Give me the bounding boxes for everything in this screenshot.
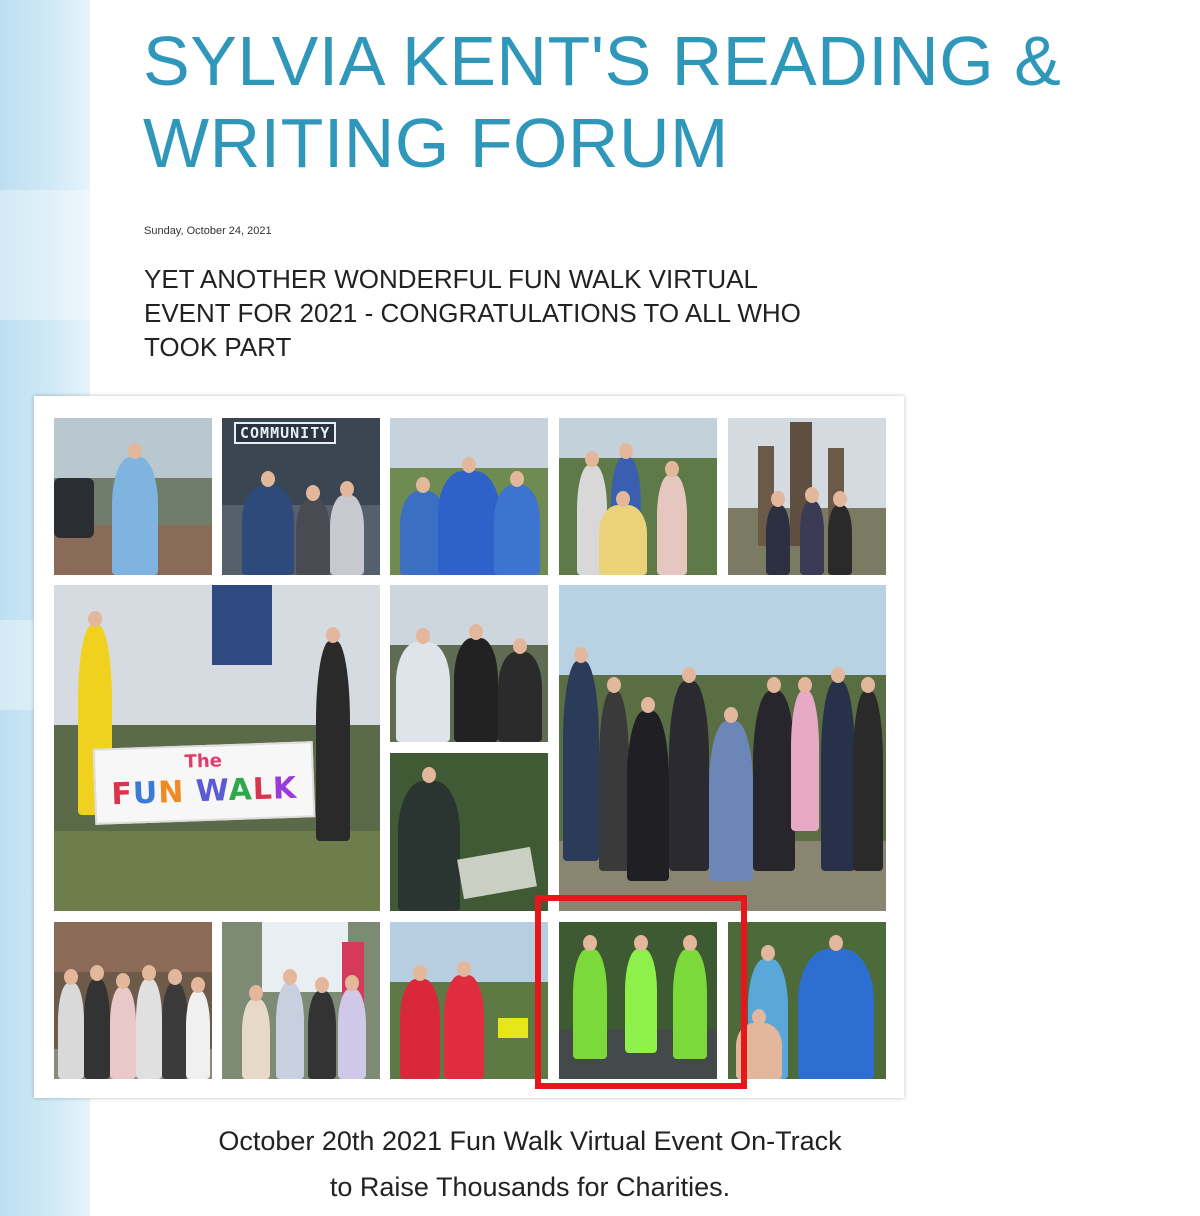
photo-wooden-sculptures[interactable] (728, 418, 886, 575)
photo-woman-reading-sign[interactable] (390, 753, 548, 911)
photo-large-group[interactable] (559, 585, 886, 911)
post-caption (140, 1118, 920, 1210)
photo-group-selfie-men[interactable] (390, 418, 548, 575)
community-sign: COMMUNITY (234, 422, 336, 444)
photo-collage[interactable] (34, 396, 904, 1098)
post-title-line3: TOOK PART (144, 332, 292, 362)
photo-family-selfie[interactable] (728, 922, 886, 1079)
photo-red-signs[interactable] (390, 922, 548, 1079)
banner-the-text: The (184, 750, 223, 773)
photo-group-park[interactable] (559, 418, 717, 575)
post-title-line2: EVENT FOR 2021 - CONGRATULATIONS TO ALL WHO (144, 298, 801, 328)
photo-fun-walk-banner[interactable] (54, 585, 380, 911)
blog-title-line1: SYLVIA KENT'S READING & (143, 22, 1062, 100)
post-title-line1: YET ANOTHER WONDERFUL FUN WALK VIRTUAL (144, 264, 758, 294)
blog-title-line2: WRITING FORUM (143, 104, 729, 182)
photo-community-centre[interactable] (222, 418, 380, 575)
caption-line2: to Raise Thousands for Charities. (329, 1172, 731, 1202)
highlight-box (535, 895, 747, 1089)
strip-band (0, 190, 90, 320)
post-date: Sunday, October 24, 2021 (144, 225, 272, 237)
photo-group-pavilion[interactable] (222, 922, 380, 1079)
photo-group-outside-building[interactable] (54, 922, 212, 1079)
photo-men-with-certificates[interactable] (390, 585, 548, 742)
fun-walk-banner (93, 741, 316, 825)
banner-fun-walk-text: FUN WALK (110, 770, 298, 813)
photo-girl-celebrating[interactable] (54, 418, 212, 575)
caption-line1: October 20th 2021 Fun Walk Virtual Event On-Track (218, 1126, 842, 1156)
blog-title[interactable] (143, 20, 1193, 184)
post-title[interactable] (144, 262, 924, 364)
